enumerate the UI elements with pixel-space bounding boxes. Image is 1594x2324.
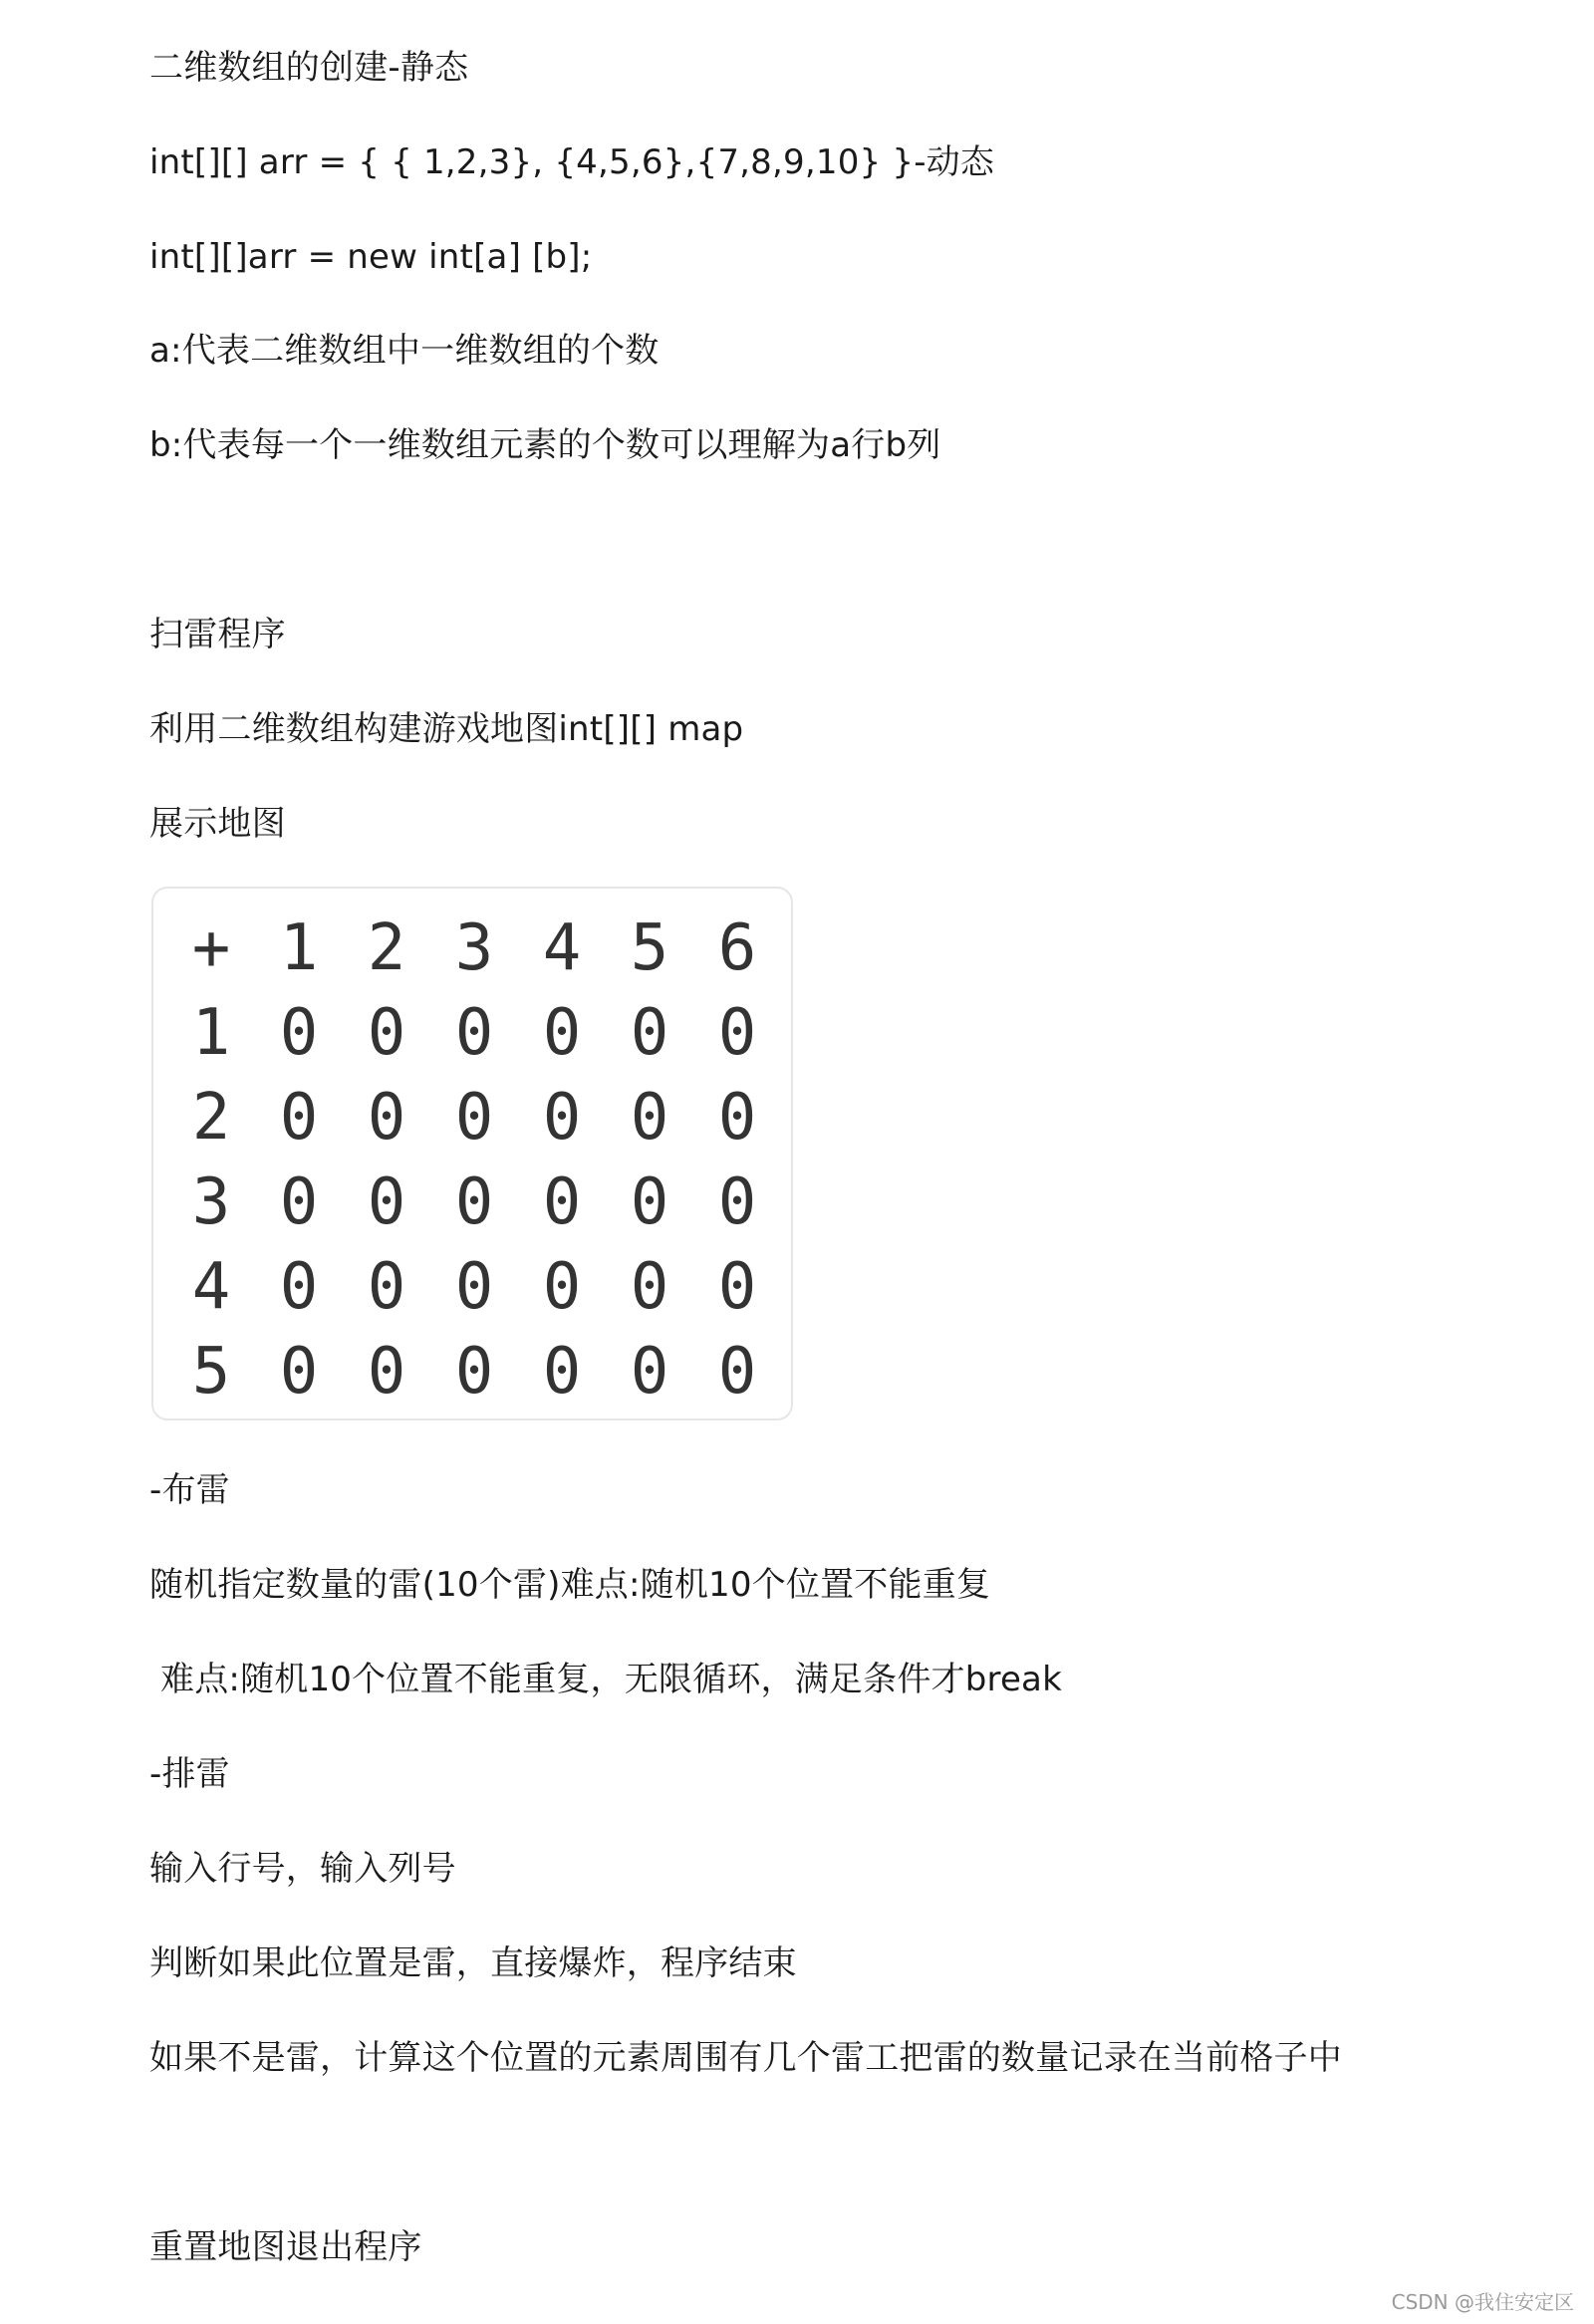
map-cell: 0 <box>454 1250 494 1324</box>
map-cell: 0 <box>542 1335 582 1409</box>
text-line-clear-mines: -排雷 <box>149 1754 230 1794</box>
text-line-show-map: 展示地图 <box>149 804 286 844</box>
map-cell: 0 <box>279 996 319 1070</box>
text-line-place-mines: -布雷 <box>149 1470 230 1510</box>
map-row-header: 5 <box>191 1335 231 1409</box>
map-cell: 0 <box>279 1335 319 1409</box>
text-line-param-b: b:代表每一个一维数组元素的个数可以理解为a行b列 <box>149 425 941 465</box>
map-cell: 0 <box>542 1165 582 1239</box>
map-cell: 0 <box>542 1250 582 1324</box>
text-line-input-row-col: 输入行号，输入列号 <box>149 1849 456 1889</box>
map-cell: 0 <box>630 996 669 1070</box>
map-cell: 0 <box>454 1335 494 1409</box>
map-row-header: 2 <box>191 1081 231 1155</box>
map-col-header: 4 <box>542 911 582 985</box>
map-cell: 0 <box>454 996 494 1070</box>
map-image <box>151 887 793 1420</box>
map-col-header: 6 <box>717 911 757 985</box>
text-line-mine-explode: 判断如果此位置是雷，直接爆炸，程序结束 <box>149 1943 797 1983</box>
map-row-header: 1 <box>191 996 231 1070</box>
map-col-header: 5 <box>630 911 669 985</box>
map-cell: 0 <box>367 1335 406 1409</box>
map-cell: 0 <box>630 1081 669 1155</box>
text-line-array-new: int[][]arr = new int[a] [b]; <box>149 237 593 277</box>
map-corner-cell: + <box>191 911 231 985</box>
map-cell: 0 <box>542 1081 582 1155</box>
map-cell: 0 <box>367 1165 406 1239</box>
text-line-count-mines: 如果不是雷，计算这个位置的元素周围有几个雷工把雷的数量记录在当前格子中 <box>149 2038 1342 2078</box>
text-line-build-map: 利用二维数组构建游戏地图int[][] map <box>149 709 744 749</box>
map-cell: 0 <box>630 1335 669 1409</box>
text-line-difficulty: 难点:随机10个位置不能重复，无限循环，满足条件才break <box>149 1660 1062 1699</box>
text-line-static-array: 二维数组的创建-静态 <box>149 48 469 88</box>
text-line-array-literal: int[][] arr = { { 1,2,3}, {4,5,6},{7,8,9,10} }-动态 <box>149 142 995 182</box>
text-line-param-a: a:代表二维数组中一维数组的个数 <box>149 331 660 371</box>
map-cell: 0 <box>367 1081 406 1155</box>
text-line-random-mines: 随机指定数量的雷(10个雷)难点:随机10个位置不能重复 <box>149 1565 991 1605</box>
map-cell: 0 <box>279 1081 319 1155</box>
map-cell: 0 <box>717 1165 757 1239</box>
map-row-header: 4 <box>191 1250 231 1324</box>
map-col-header: 3 <box>454 911 494 985</box>
watermark: CSDN @我住安定区 <box>1391 2290 1574 2314</box>
map-cell: 0 <box>717 1250 757 1324</box>
map-cell: 0 <box>542 996 582 1070</box>
map-cell: 0 <box>717 1335 757 1409</box>
map-grid <box>167 906 781 1415</box>
text-line-reset-exit: 重置地图退出程序 <box>149 2227 422 2267</box>
map-row-header: 3 <box>191 1165 231 1239</box>
map-cell: 0 <box>279 1165 319 1239</box>
map-cell: 0 <box>630 1165 669 1239</box>
map-cell: 0 <box>717 996 757 1070</box>
map-cell: 0 <box>454 1165 494 1239</box>
map-cell: 0 <box>717 1081 757 1155</box>
map-col-header: 1 <box>279 911 319 985</box>
map-col-header: 2 <box>367 911 406 985</box>
section-heading-minesweeper: 扫雷程序 <box>149 615 286 654</box>
map-cell: 0 <box>367 996 406 1070</box>
map-cell: 0 <box>454 1081 494 1155</box>
map-cell: 0 <box>630 1250 669 1324</box>
map-cell: 0 <box>279 1250 319 1324</box>
map-cell: 0 <box>367 1250 406 1324</box>
